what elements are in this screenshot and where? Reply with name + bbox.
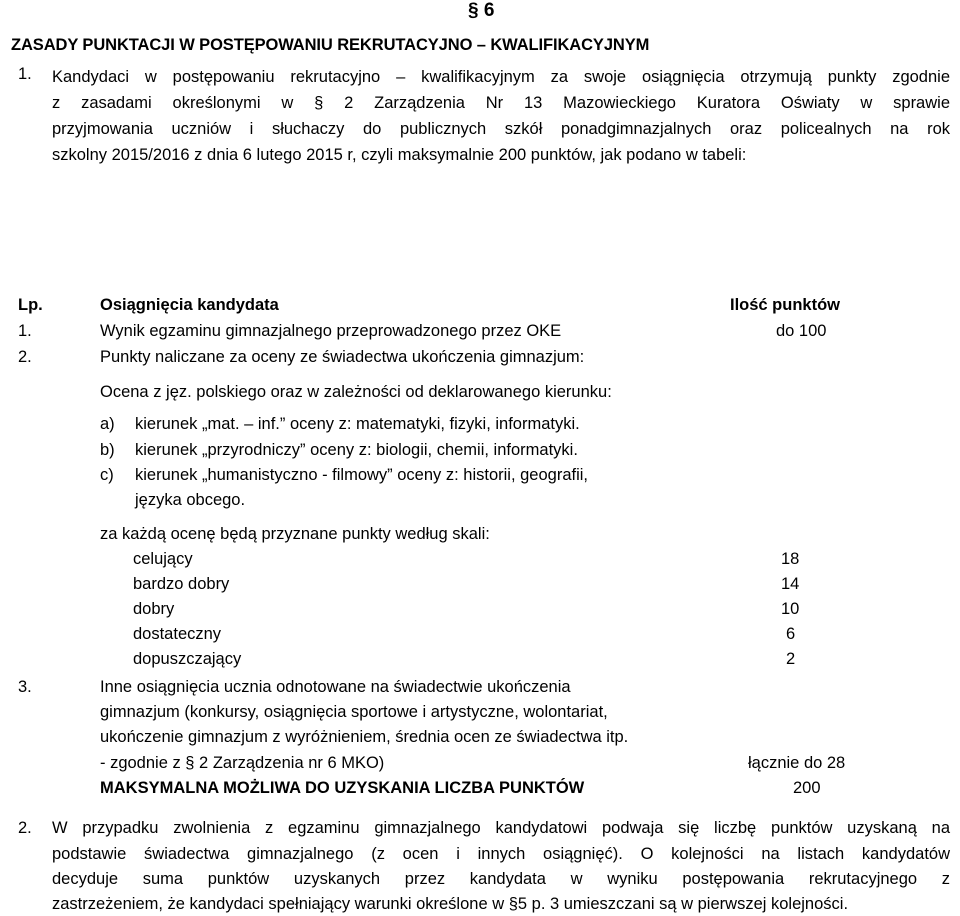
row-1-points: do 100 [776, 322, 827, 340]
option-marker: c) [100, 466, 114, 484]
row-3-points: łącznie do 28 [748, 754, 846, 772]
row-3-lp: 3. [18, 678, 32, 696]
row-3-line: ukończenie gimnazjum z wyróżnieniem, średnia ocen ze świadectwa itp. [100, 728, 629, 746]
row-1-lp: 1. [18, 322, 32, 340]
row-1-text: Wynik egzaminu gimnazjalnego przeprowadzonego przez OKE [100, 322, 562, 340]
option-text: kierunek „humanistyczno - filmowy” oceny z: historii, geografii, [135, 466, 589, 484]
point-2-line: podstawie świadectwa gimnazjalnego (z ocen i innych osiągnięć). O kolejności na listach kandydatów [52, 845, 950, 863]
row-2-title: Punkty naliczane za oceny ze świadectwa ukończenia gimnazjum: [100, 348, 585, 366]
row-3-line: - zgodnie z § 2 Zarządzenia nr 6 MKO) [100, 754, 385, 772]
grade-name: dopuszczający [133, 650, 242, 668]
row-2-lp: 2. [18, 348, 32, 366]
row-3-line: Inne osiągnięcia ucznia odnotowane na świadectwie ukończenia [100, 678, 571, 696]
point-2-line: decyduje suma punktów uzyskanych przez kandydata w wyniku postępowania rekrutacyjnego z [52, 870, 950, 888]
max-points-label: MAKSYMALNA MOŻLIWA DO UZYSKANIA LICZBA PUNKTÓW [100, 779, 585, 797]
row-2-subtitle: Ocena z jęz. polskiego oraz w zależności od deklarowanego kierunku: [100, 383, 612, 401]
grade-points: 6 [786, 625, 796, 643]
option-marker: b) [100, 441, 115, 459]
grade-name: celujący [133, 550, 193, 568]
point-1-line: Kandydaci w postępowaniu rekrutacyjno – kwalifikacyjnym za swoje osiągnięcia otrzymują punkty zgodnie [52, 68, 950, 86]
grade-name: dostateczny [133, 625, 222, 643]
section-number: § 6 [468, 0, 495, 21]
grade-name: bardzo dobry [133, 575, 230, 593]
option-text: kierunek „mat. – inf.” oceny z: matematyki, fizyki, informatyki. [135, 415, 580, 433]
point-2-line: W przypadku zwolnienia z egzaminu gimnazjalnego kandydatowi podwaja się liczbę punktów uzyskaną na [52, 819, 950, 837]
table-header-points: Ilość punktów [730, 296, 841, 314]
grade-points: 2 [786, 650, 796, 668]
max-points-value: 200 [793, 779, 821, 797]
grade-points: 10 [781, 600, 800, 618]
section-heading: ZASADY PUNKTACJI W POSTĘPOWANIU REKRUTACYJNO – KWALIFIKACYJNYM [11, 36, 650, 54]
option-text: kierunek „przyrodniczy” oceny z: biologii, chemii, informatyki. [135, 441, 578, 459]
point-2-number: 2. [18, 819, 32, 837]
grade-points: 14 [781, 575, 800, 593]
point-1-line: przyjmowania uczniów i słuchaczy do publicznych szkół ponadgimnazjalnych oraz policealnych na rok [52, 120, 950, 138]
grade-points: 18 [781, 550, 800, 568]
point-1-number: 1. [18, 65, 32, 83]
point-1-line: szkolny 2015/2016 z dnia 6 lutego 2015 r, czyli maksymalnie 200 punktów, jak podano w tabeli: [52, 146, 747, 164]
grade-name: dobry [133, 600, 175, 618]
option-marker: a) [100, 415, 115, 433]
row-3-line: gimnazjum (konkursy, osiągnięcia sportowe i artystyczne, wolontariat, [100, 703, 608, 721]
scale-intro: za każdą ocenę będą przyznane punkty według skali: [100, 525, 490, 543]
point-1-line: z zasadami określonymi w § 2 Zarządzenia Nr 13 Mazowieckiego Kuratora Oświaty w sprawie [52, 94, 950, 112]
option-text-continued: języka obcego. [135, 491, 246, 509]
table-header-achievements: Osiągnięcia kandydata [100, 296, 279, 314]
point-2-line: zastrzeżeniem, że kandydaci spełniający warunki określone w §5 p. 3 umieszczani są w pierwszej kolejności. [52, 895, 849, 913]
table-header-lp: Lp. [18, 296, 43, 314]
